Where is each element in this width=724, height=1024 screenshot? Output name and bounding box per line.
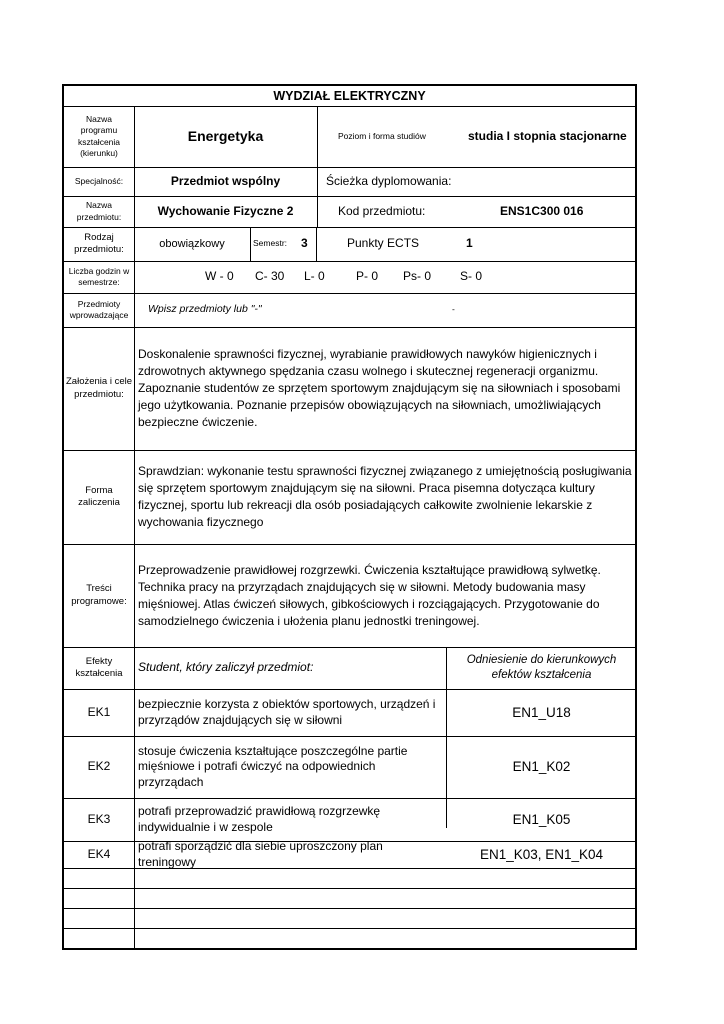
assessment-label: Forma zaliczenia xyxy=(78,484,120,508)
syllabus-table xyxy=(62,84,637,950)
semester-label: Semestr: xyxy=(253,238,288,249)
hours-s: S- 0 xyxy=(460,269,483,284)
subject-value: Wychowanie Fizyczne 2 xyxy=(157,203,294,218)
effect-desc: potrafi przeprowadzić prawidłową rozgrzewkę indywidualnie i w zespole xyxy=(138,803,381,834)
effect-code: EK3 xyxy=(87,811,111,826)
effect-code: EK1 xyxy=(87,704,111,719)
faculty-title: WYDZIAŁ ELEKTRYCZNY xyxy=(273,88,426,103)
hours-w: W - 0 xyxy=(205,269,234,284)
level-value: studia I stopnia stacjonarne xyxy=(468,128,627,143)
type-label: Rodzaj przedmiotu: xyxy=(74,231,124,255)
hours-ps: Ps- 0 xyxy=(403,269,432,284)
effects-label: Efekty kształcenia xyxy=(75,655,123,679)
specialty-label: Specjalność: xyxy=(74,175,124,186)
goals-text: Doskonalenie sprawności fizycznej, wyrabianie prawidłowych nawyków higienicznych i zdrowotnych aktywnego spędzania czasu wolnego i skutecznej regeneracji organizmu. Zapoznanie studentów ze sprzętem sportowym znajdującym się na siłowniach i sposobami jego użytkowania. Poznanie przepisów obowiązujących na siłowniach, umożliwiających bezpieczne ćwiczenie. xyxy=(138,347,621,429)
assessment-text: Sprawdzian: wykonanie testu sprawności fizycznej związanego z umiejętnością posługiwania się sprzętem sportowym znajdującym się na siłowni. Praca pisemna dotycząca kultury fizycznej, sportu lub rekreacji dla osób posiadających całkowite zwolnienie lekarskie z wychowania fizycznego xyxy=(138,464,632,529)
hours-l: L- 0 xyxy=(304,269,325,284)
program-label: Nazwa programu kształcenia (kierunku) xyxy=(77,114,121,158)
prereq-dash: - xyxy=(452,304,455,315)
student-label: Student, który zaliczył przedmiot: xyxy=(138,660,314,675)
effect-ref: EN1_K05 xyxy=(512,811,571,827)
subject-label: Nazwa przedmiotu: xyxy=(76,200,122,222)
content-label: Treści programowe: xyxy=(71,583,127,607)
effect-code: EK2 xyxy=(87,759,111,774)
specialty-value: Przedmiot wspólny xyxy=(170,173,281,188)
effect-code: EK4 xyxy=(87,846,111,861)
hours-c: C- 30 xyxy=(255,269,285,284)
effect-ref: EN1_U18 xyxy=(512,704,571,720)
prereq-label: Przedmioty wprowadzające xyxy=(69,298,129,320)
program-value: Energetyka xyxy=(187,128,264,145)
semester-value: 3 xyxy=(301,236,308,251)
hours-p: P- 0 xyxy=(356,269,379,284)
hours-label: Liczba godzin w semestrze: xyxy=(68,265,130,287)
ects-label: Punkty ECTS xyxy=(347,236,420,251)
goals-label: Założenia i cele przedmiotu: xyxy=(66,376,133,400)
effect-ref: EN1_K03, EN1_K04 xyxy=(479,846,604,862)
effect-desc: stosuje ćwiczenia kształtujące poszczególne partie mięśniowe i potrafi ćwiczyć na odpowiednich przyrządach xyxy=(138,743,408,789)
code-label: Kod przedmiotu: xyxy=(338,203,426,218)
effect-desc: potrafi sporządzić dla siebie uproszczony plan treningowy xyxy=(138,838,383,869)
prereq-value: Wpisz przedmioty lub "-" xyxy=(148,303,262,316)
path-label: Ścieżka dyplomowania: xyxy=(326,173,452,188)
content-text: Przeprowadzenie prawidłowej rozgrzewki. Ćwiczenia kształtujące prawidłową sylwetkę. Technika pracy na przyrządach znajdujących się w siłowni. Metody budowania masy mięśniowej. Atlas ćwiczeń siłowych, gibkościowych i rozciągających. Przygotowanie do samodzielnego ćwiczenia i ułożenia planu jednostki treningowej. xyxy=(138,562,601,628)
effect-ref: EN1_K02 xyxy=(512,759,571,775)
effect-desc: bezpiecznie korzysta z obiektów sportowych, urządzeń i przyrządów znajdujących się w siłowni xyxy=(138,696,436,727)
ref-label: Odniesienie do kierunkowych efektów kształcenia xyxy=(466,654,617,681)
level-label: Poziom i forma studiów xyxy=(338,130,426,141)
type-value: obowiązkowy xyxy=(159,237,225,250)
code-value: ENS1C300 016 xyxy=(500,203,584,218)
ects-value: 1 xyxy=(466,236,473,251)
